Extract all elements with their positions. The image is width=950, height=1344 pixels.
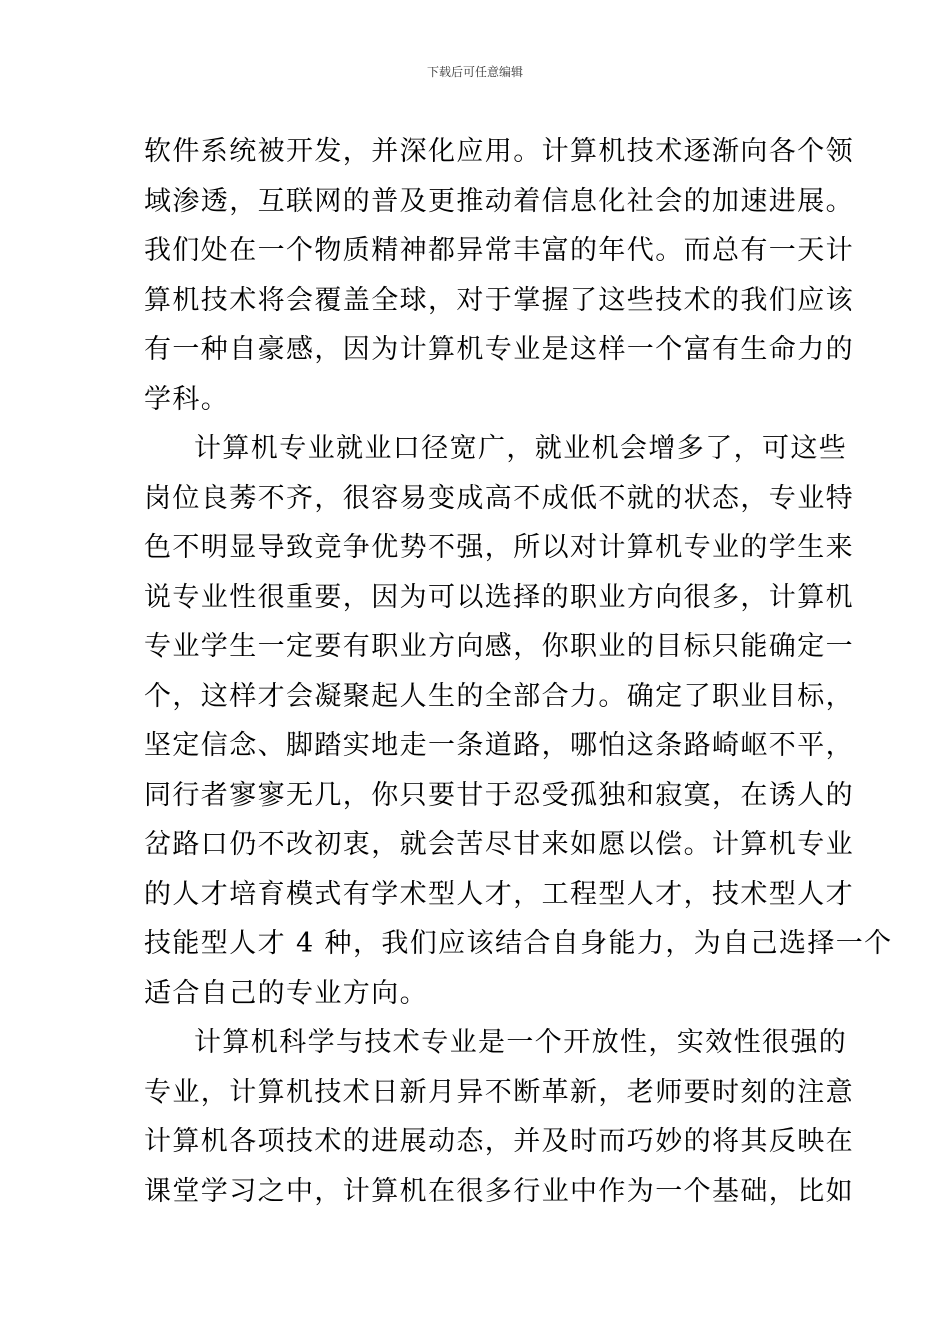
text-line: 学科。 <box>144 383 230 415</box>
text-line: 专业，计算机技术日新月异不断革新，老师要时刻的注意 <box>144 1076 854 1108</box>
document-body <box>144 127 893 1216</box>
text-line: 计算机科学与技术专业是一个开放性，实效性很强的 <box>194 1027 848 1058</box>
text-line: 课堂学习之中，计算机在很多行业中作为一个基础，比如 <box>144 1175 854 1207</box>
text-line: 个，这样才会凝聚起人生的全部合力。确定了职业目标， <box>144 680 854 712</box>
text-line: 计算机专业就业口径宽广，就业机会增多了，可这些 <box>194 433 848 464</box>
text-line: 色不明显导致竞争优势不强，所以对计算机专业的学生来 <box>144 532 854 563</box>
text-line: 算机技术将会覆盖全球，对于掌握了这些技术的我们应该 <box>144 284 854 316</box>
text-line: 同行者寥寥无几，你只要甘于忍受孤独和寂寞，在诱人的 <box>144 779 854 811</box>
text-line: 软件系统被开发，并深化应用。计算机技术逐渐向各个领 <box>144 136 854 167</box>
page-header: 下载后可任意编辑 <box>426 65 523 79</box>
text-line: 岔路口仍不改初衷，就会苦尽甘来如愿以偿。计算机专业 <box>144 829 854 860</box>
text-line: 说专业性很重要，因为可以选择的职业方向很多，计算机 <box>144 581 854 613</box>
text-line: 专业学生一定要有职业方向感，你职业的目标只能确定一 <box>144 631 854 662</box>
text-line: 我们处在一个物质精神都异常丰富的年代。而总有一天计 <box>144 235 854 266</box>
text-line: 的人才培育模式有学术型人才，工程型人才，技术型人才 <box>144 878 854 910</box>
text-line: 适合自己的专业方向。 <box>144 977 428 1009</box>
text-line: 域渗透，互联网的普及更推动着信息化社会的加速进展。 <box>144 185 854 217</box>
text-line: 有一种自豪感，因为计算机专业是这样一个富有生命力的 <box>144 334 854 365</box>
text-line: 技能型人才 4 种，我们应该结合自身能力，为自己选择一个 <box>144 928 893 959</box>
text-line: 计算机各项技术的进展动态，并及时而巧妙的将其反映在 <box>144 1126 854 1157</box>
text-line: 岗位良莠不齐，很容易变成高不成低不就的状态，专业特 <box>144 482 854 514</box>
text-line: 坚定信念、脚踏实地走一条道路，哪怕这条路崎岖不平， <box>144 730 854 761</box>
